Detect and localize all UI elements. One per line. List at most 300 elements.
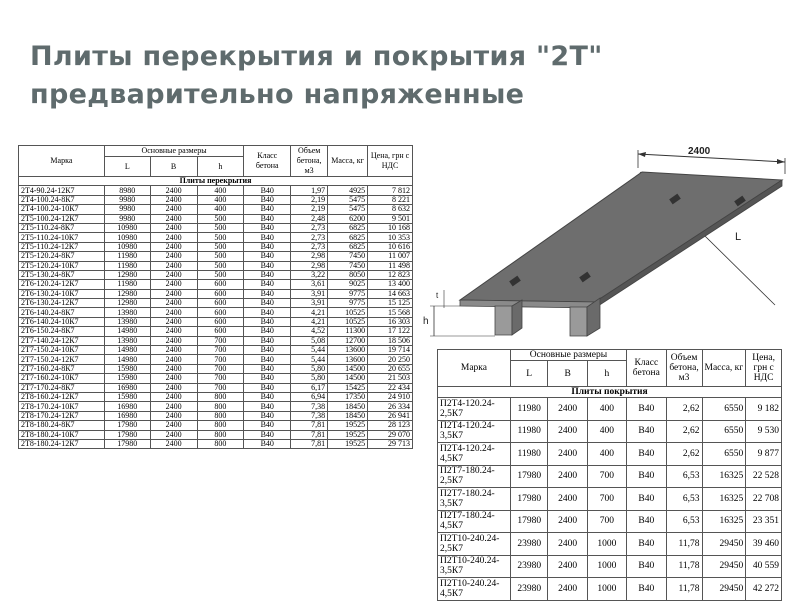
- cell-mark: 2Т4-90.24-12К7: [19, 186, 105, 195]
- cell-volume: 6,17: [291, 383, 328, 392]
- cell-mark: 2Т6-140.24-8К7: [19, 308, 105, 317]
- cell-price: 10 353: [368, 233, 413, 242]
- cell-height: 700: [197, 383, 244, 392]
- cell-volume: 2,73: [291, 233, 328, 242]
- cell-height: 800: [197, 402, 244, 411]
- cell-height: 600: [197, 327, 244, 336]
- cell-mass: 9775: [328, 299, 368, 308]
- cell-length: 8980: [104, 186, 150, 195]
- cell-mark: 2Т5-120.24-8К7: [19, 252, 105, 261]
- cell-height: 1000: [587, 533, 626, 556]
- cell-volume: 2,62: [666, 398, 702, 421]
- cell-length: 23980: [510, 555, 548, 578]
- table-row: [19, 223, 413, 232]
- cell-price: 9 182: [746, 398, 782, 421]
- cell-height: 600: [197, 289, 244, 298]
- cell-length: 15980: [104, 374, 150, 383]
- cell-mass: 15425: [328, 383, 368, 392]
- cell-width: 2400: [150, 327, 197, 336]
- cell-height: 500: [197, 252, 244, 261]
- cell-length: 16980: [104, 411, 150, 420]
- cell-price: 29 070: [368, 430, 413, 439]
- cell-mark: 2Т6-120.24-12К7: [19, 280, 105, 289]
- cell-height: 800: [197, 411, 244, 420]
- cell-concrete: В40: [244, 252, 291, 261]
- cell-length: 11980: [104, 252, 150, 261]
- cell-height: 600: [197, 280, 244, 289]
- header-B: B: [548, 361, 587, 387]
- cell-mass: 7450: [328, 261, 368, 270]
- cell-concrete: В40: [244, 336, 291, 345]
- cell-mass: 6825: [328, 223, 368, 232]
- cell-mark: 2Т8-180.24-10К7: [19, 430, 105, 439]
- cell-price: 11 007: [368, 252, 413, 261]
- cell-length: 12980: [104, 270, 150, 279]
- cell-volume: 6,53: [666, 488, 702, 511]
- cell-length: 9980: [104, 214, 150, 223]
- cell-length: 17980: [510, 465, 548, 488]
- cell-concrete: В40: [627, 443, 667, 466]
- cell-price: 12 823: [368, 270, 413, 279]
- cell-mass: 8050: [328, 270, 368, 279]
- cell-concrete: В40: [244, 205, 291, 214]
- table-row: [438, 510, 782, 533]
- cell-width: 2400: [150, 252, 197, 261]
- cell-mass: 13600: [328, 355, 368, 364]
- slab-diagram: [420, 140, 800, 350]
- cell-concrete: В40: [244, 355, 291, 364]
- cell-concrete: В40: [627, 510, 667, 533]
- cell-concrete: В40: [244, 439, 291, 448]
- cell-width: 2400: [150, 392, 197, 401]
- table-row: [19, 421, 413, 430]
- cell-price: 15 125: [368, 299, 413, 308]
- cell-volume: 2,98: [291, 261, 328, 270]
- cell-volume: 2,19: [291, 195, 328, 204]
- cell-price: 24 910: [368, 392, 413, 401]
- cell-mark: 2Т5-130.24-8К7: [19, 270, 105, 279]
- table-row: [19, 280, 413, 289]
- cell-mark: П2Т7-180.24-4,5К7: [438, 510, 511, 533]
- cell-width: 2400: [150, 280, 197, 289]
- cell-width: 2400: [150, 214, 197, 223]
- cell-height: 800: [197, 392, 244, 401]
- roof-slabs-table: [437, 349, 782, 601]
- cell-height: 800: [197, 439, 244, 448]
- cell-mass: 16325: [702, 510, 746, 533]
- cell-width: 2400: [548, 510, 587, 533]
- cell-concrete: В40: [627, 578, 667, 601]
- cell-mark: 2Т8-170.24-10К7: [19, 402, 105, 411]
- cell-price: 40 559: [746, 555, 782, 578]
- cell-mark: П2Т4-120.24-4,5К7: [438, 443, 511, 466]
- cell-length: 10980: [104, 242, 150, 251]
- cell-height: 700: [197, 364, 244, 373]
- cell-concrete: В40: [244, 233, 291, 242]
- cell-volume: 2,62: [666, 420, 702, 443]
- cell-concrete: В40: [244, 261, 291, 270]
- table-row: [19, 242, 413, 251]
- cell-concrete: В40: [244, 214, 291, 223]
- cell-volume: 4,21: [291, 317, 328, 326]
- cell-width: 2400: [548, 443, 587, 466]
- cell-length: 14980: [104, 346, 150, 355]
- cell-width: 2400: [150, 421, 197, 430]
- cell-price: 19 714: [368, 346, 413, 355]
- cell-height: 700: [197, 346, 244, 355]
- cell-width: 2400: [150, 364, 197, 373]
- cell-length: 13980: [104, 336, 150, 345]
- cell-volume: 3,91: [291, 289, 328, 298]
- cell-height: 400: [197, 195, 244, 204]
- cell-height: 700: [197, 374, 244, 383]
- cell-mark: 2Т5-110.24-8К7: [19, 223, 105, 232]
- table-row: [19, 299, 413, 308]
- cell-volume: 5,80: [291, 364, 328, 373]
- cell-mass: 6550: [702, 398, 746, 421]
- floor-slabs-table: [18, 145, 413, 449]
- table-row: [19, 214, 413, 223]
- cell-length: 23980: [510, 533, 548, 556]
- header-mass: Масса, кг: [328, 146, 368, 177]
- cell-width: 2400: [150, 233, 197, 242]
- cell-height: 800: [197, 430, 244, 439]
- cell-volume: 7,81: [291, 439, 328, 448]
- cell-mass: 5475: [328, 205, 368, 214]
- cell-mark: 2Т6-130.24-12К7: [19, 299, 105, 308]
- cell-mass: 13600: [328, 346, 368, 355]
- header-L: L: [510, 361, 548, 387]
- cell-width: 2400: [548, 578, 587, 601]
- cell-concrete: В40: [244, 299, 291, 308]
- cell-mark: П2Т4-120.24-3,5К7: [438, 420, 511, 443]
- cell-mark: 2Т7-170.24-8К7: [19, 383, 105, 392]
- cell-width: 2400: [150, 299, 197, 308]
- cell-price: 11 498: [368, 261, 413, 270]
- cell-volume: 3,22: [291, 270, 328, 279]
- table-row: [438, 555, 782, 578]
- cell-volume: 5,80: [291, 374, 328, 383]
- table-row: [19, 233, 413, 242]
- header-dims: Основные размеры: [510, 350, 626, 361]
- title-line-1: Плиты перекрытия и покрытия "2Т": [30, 41, 603, 72]
- cell-length: 23980: [510, 578, 548, 601]
- cell-width: 2400: [150, 270, 197, 279]
- table-row: [19, 346, 413, 355]
- cell-length: 17980: [104, 421, 150, 430]
- cell-concrete: В40: [244, 317, 291, 326]
- cell-length: 14980: [104, 327, 150, 336]
- table-row: [19, 308, 413, 317]
- cell-concrete: В40: [627, 555, 667, 578]
- cell-mass: 17350: [328, 392, 368, 401]
- table-row: [438, 465, 782, 488]
- cell-concrete: В40: [244, 195, 291, 204]
- cell-price: 26 941: [368, 411, 413, 420]
- cell-mass: 9775: [328, 289, 368, 298]
- cell-mass: 18450: [328, 402, 368, 411]
- cell-volume: 3,91: [291, 299, 328, 308]
- cell-price: 10 616: [368, 242, 413, 251]
- cell-concrete: В40: [244, 346, 291, 355]
- cell-height: 400: [197, 205, 244, 214]
- cell-price: 28 123: [368, 421, 413, 430]
- header-B: B: [150, 157, 197, 177]
- table-row: [19, 336, 413, 345]
- cell-length: 17980: [510, 510, 548, 533]
- cell-length: 10980: [104, 233, 150, 242]
- cell-height: 1000: [587, 578, 626, 601]
- cell-concrete: В40: [244, 289, 291, 298]
- cell-concrete: В40: [244, 421, 291, 430]
- cell-height: 400: [587, 398, 626, 421]
- cell-mark: 2Т7-150.24-12К7: [19, 355, 105, 364]
- cell-width: 2400: [150, 195, 197, 204]
- cell-length: 13980: [104, 317, 150, 326]
- cell-mass: 4925: [328, 186, 368, 195]
- cell-width: 2400: [150, 439, 197, 448]
- cell-mass: 10525: [328, 317, 368, 326]
- cell-length: 11980: [510, 420, 548, 443]
- cell-volume: 11,78: [666, 578, 702, 601]
- cell-mark: 2Т5-110.24-10К7: [19, 233, 105, 242]
- table-row: [19, 364, 413, 373]
- table-row: [19, 439, 413, 448]
- cell-width: 2400: [150, 205, 197, 214]
- table-row: [438, 443, 782, 466]
- header-concrete: Класс бетона: [627, 350, 667, 387]
- table-row: [438, 420, 782, 443]
- cell-volume: 11,78: [666, 533, 702, 556]
- cell-mass: 29450: [702, 578, 746, 601]
- cell-price: 23 351: [746, 510, 782, 533]
- cell-width: 2400: [150, 289, 197, 298]
- cell-length: 15980: [104, 364, 150, 373]
- cell-mass: 7450: [328, 252, 368, 261]
- cell-concrete: В40: [244, 374, 291, 383]
- cell-length: 11980: [510, 443, 548, 466]
- cell-volume: 2,48: [291, 214, 328, 223]
- cell-mark: 2Т7-150.24-10К7: [19, 346, 105, 355]
- length-label: L: [735, 231, 742, 243]
- cell-mass: 6825: [328, 233, 368, 242]
- cell-concrete: В40: [244, 411, 291, 420]
- cell-mark: 2Т7-160.24-10К7: [19, 374, 105, 383]
- cell-mass: 19525: [328, 430, 368, 439]
- table-row: [19, 205, 413, 214]
- title-line-2: предварительно напряженные: [30, 79, 525, 110]
- cell-volume: 6,94: [291, 392, 328, 401]
- cell-width: 2400: [548, 420, 587, 443]
- cell-width: 2400: [150, 336, 197, 345]
- cell-height: 400: [197, 186, 244, 195]
- cell-width: 2400: [150, 355, 197, 364]
- height-label: h: [423, 316, 429, 327]
- cell-mark: 2Т8-170.24-12К7: [19, 411, 105, 420]
- table-row: [19, 317, 413, 326]
- table-row: [438, 533, 782, 556]
- table-row: [438, 488, 782, 511]
- cell-mark: П2Т7-180.24-3,5К7: [438, 488, 511, 511]
- cell-volume: 2,73: [291, 223, 328, 232]
- cell-price: 29 713: [368, 439, 413, 448]
- cell-mark: 2Т8-180.24-12К7: [19, 439, 105, 448]
- cell-length: 11980: [104, 261, 150, 270]
- cell-height: 600: [197, 317, 244, 326]
- cell-volume: 2,98: [291, 252, 328, 261]
- cell-width: 2400: [548, 488, 587, 511]
- cell-concrete: В40: [244, 242, 291, 251]
- cell-mass: 12700: [328, 336, 368, 345]
- table-row: [19, 327, 413, 336]
- cell-mass: 10525: [328, 308, 368, 317]
- cell-concrete: В40: [627, 398, 667, 421]
- cell-mass: 11300: [328, 327, 368, 336]
- cell-mark: 2Т7-160.24-8К7: [19, 364, 105, 373]
- cell-mass: 14500: [328, 374, 368, 383]
- table-row: [19, 289, 413, 298]
- cell-concrete: В40: [244, 223, 291, 232]
- cell-volume: 4,52: [291, 327, 328, 336]
- header-concrete: Класс бетона: [244, 146, 291, 177]
- cell-concrete: В40: [244, 186, 291, 195]
- header-mass: Масса, кг: [702, 350, 746, 387]
- cell-concrete: В40: [244, 392, 291, 401]
- cell-height: 500: [197, 233, 244, 242]
- cell-price: 42 272: [746, 578, 782, 601]
- cell-mass: 19525: [328, 439, 368, 448]
- cell-concrete: В40: [244, 402, 291, 411]
- table-row: [438, 578, 782, 601]
- width-label: 2400: [688, 146, 711, 157]
- cell-length: 17980: [104, 439, 150, 448]
- cell-height: 700: [587, 465, 626, 488]
- cell-height: 800: [197, 421, 244, 430]
- cell-height: 500: [197, 214, 244, 223]
- cell-mass: 6550: [702, 420, 746, 443]
- header-price: Цена, грн с НДС: [368, 146, 413, 177]
- cell-concrete: В40: [627, 420, 667, 443]
- cell-length: 17980: [104, 430, 150, 439]
- cell-width: 2400: [150, 261, 197, 270]
- flange-label: t: [436, 291, 439, 300]
- cell-length: 15980: [104, 392, 150, 401]
- cell-concrete: В40: [627, 533, 667, 556]
- cell-concrete: В40: [627, 465, 667, 488]
- page-title: [30, 38, 770, 114]
- cell-width: 2400: [150, 374, 197, 383]
- cell-price: 9 877: [746, 443, 782, 466]
- cell-volume: 7,81: [291, 430, 328, 439]
- cell-length: 14980: [104, 355, 150, 364]
- table-row: [19, 411, 413, 420]
- cell-width: 2400: [150, 383, 197, 392]
- cell-price: 17 122: [368, 327, 413, 336]
- cell-volume: 5,08: [291, 336, 328, 345]
- cell-price: 9 501: [368, 214, 413, 223]
- cell-width: 2400: [150, 346, 197, 355]
- cell-length: 9980: [104, 205, 150, 214]
- cell-mass: 18450: [328, 411, 368, 420]
- cell-price: 8 221: [368, 195, 413, 204]
- cell-price: 16 303: [368, 317, 413, 326]
- cell-price: 10 168: [368, 223, 413, 232]
- cell-volume: 6,53: [666, 465, 702, 488]
- header-volume: Объем бетона, м3: [666, 350, 702, 387]
- cell-volume: 2,73: [291, 242, 328, 251]
- cell-height: 700: [587, 488, 626, 511]
- cell-concrete: В40: [244, 364, 291, 373]
- cell-width: 2400: [150, 411, 197, 420]
- cell-height: 500: [197, 261, 244, 270]
- cell-price: 20 250: [368, 355, 413, 364]
- cell-mark: П2Т10-240.24-3,5К7: [438, 555, 511, 578]
- cell-length: 12980: [104, 289, 150, 298]
- cell-mass: 29450: [702, 533, 746, 556]
- cell-mark: 2Т6-130.24-10К7: [19, 289, 105, 298]
- cell-volume: 5,44: [291, 346, 328, 355]
- cell-height: 600: [197, 308, 244, 317]
- table-row: [19, 261, 413, 270]
- cell-length: 9980: [104, 195, 150, 204]
- cell-price: 22 708: [746, 488, 782, 511]
- table-row: [19, 392, 413, 401]
- cell-width: 2400: [150, 186, 197, 195]
- cell-price: 13 400: [368, 280, 413, 289]
- cell-mark: 2Т5-120.24-10К7: [19, 261, 105, 270]
- cell-length: 16980: [104, 402, 150, 411]
- cell-height: 600: [197, 299, 244, 308]
- cell-length: 10980: [104, 223, 150, 232]
- header-volume: Объем бетона, м3: [291, 146, 328, 177]
- cell-width: 2400: [548, 398, 587, 421]
- cell-price: 26 334: [368, 402, 413, 411]
- cell-width: 2400: [548, 465, 587, 488]
- cell-mass: 14500: [328, 364, 368, 373]
- cell-concrete: В40: [244, 280, 291, 289]
- cell-price: 22 528: [746, 465, 782, 488]
- cell-width: 2400: [150, 402, 197, 411]
- cell-mark: П2Т4-120.24-2,5К7: [438, 398, 511, 421]
- cell-volume: 4,21: [291, 308, 328, 317]
- cell-price: 20 655: [368, 364, 413, 373]
- cell-width: 2400: [548, 555, 587, 578]
- cell-length: 16980: [104, 383, 150, 392]
- table-row: [19, 383, 413, 392]
- cell-length: 11980: [104, 280, 150, 289]
- cell-height: 500: [197, 242, 244, 251]
- cell-concrete: В40: [627, 488, 667, 511]
- cell-volume: 7,81: [291, 421, 328, 430]
- cell-price: 7 812: [368, 186, 413, 195]
- cell-mark: 2Т6-150.24-8К7: [19, 327, 105, 336]
- cell-volume: 5,44: [291, 355, 328, 364]
- cell-mass: 6550: [702, 443, 746, 466]
- cell-mass: 6825: [328, 242, 368, 251]
- cell-mass: 19525: [328, 421, 368, 430]
- table-row: [19, 430, 413, 439]
- cell-width: 2400: [150, 242, 197, 251]
- cell-volume: 1,97: [291, 186, 328, 195]
- section-title: Плиты покрытия: [438, 387, 782, 398]
- table-row: [19, 270, 413, 279]
- cell-mass: 16325: [702, 488, 746, 511]
- cell-width: 2400: [548, 533, 587, 556]
- cell-height: 400: [587, 443, 626, 466]
- cell-mark: 2Т5-100.24-12К7: [19, 214, 105, 223]
- header-mark: Марка: [438, 350, 511, 387]
- table-row: [19, 195, 413, 204]
